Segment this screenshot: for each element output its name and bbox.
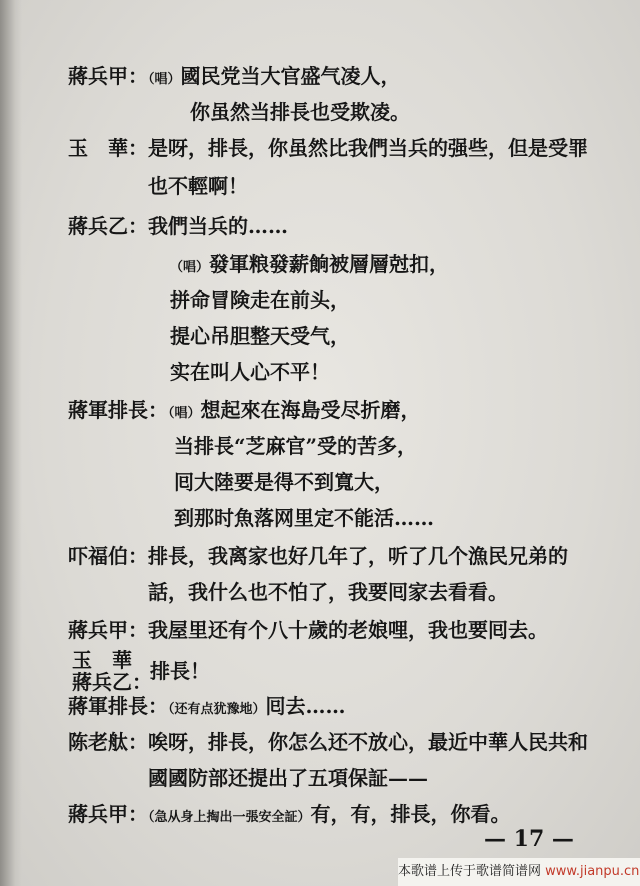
stage-direction: （唱） (148, 72, 181, 87)
speaker-name: 蔣兵甲： (68, 618, 148, 642)
line-text: 我們当兵的…… (148, 214, 288, 238)
dialogue-line (68, 728, 588, 756)
line-text: 我屋里还有个八十歲的老娘哩，我也要囘去。 (148, 618, 548, 642)
page-number: — 17 — (484, 826, 574, 852)
line-text: 提心吊胆整天受气， (170, 324, 350, 348)
dialogue-line (68, 692, 346, 724)
dialogue-line (68, 396, 421, 428)
speaker-name: 蔣兵乙： (72, 670, 152, 694)
speaker-name: 玉 華： (68, 136, 148, 160)
line-text: 拼命冒険走在前头， (170, 288, 350, 312)
speaker-name: 蔣軍排長： (68, 398, 168, 422)
dialogue-line (170, 250, 449, 282)
dialogue-line (148, 172, 248, 200)
line-text: 当排長“芝麻官”受的苦多， (174, 434, 418, 458)
speaker-name: 蔣兵甲： (68, 64, 148, 88)
stage-direction: （还有点犹豫地） (168, 702, 266, 717)
line-text: 唉呀，排長，你怎么还不放心，最近中華人民共和 (148, 730, 588, 754)
stage-direction: （唱） (168, 406, 201, 421)
line-text: 國民党当大官盛气凌人， (180, 64, 401, 88)
speaker-name: 吓福伯： (68, 544, 148, 568)
dialogue-line (148, 764, 428, 792)
stage-direction: （急从身上掏出一張安全証） (148, 810, 311, 825)
speaker-name: 陈老舦： (68, 730, 148, 754)
line-text: 想起來在海島受尽折磨， (200, 398, 421, 422)
line-text: 排長，我离家也好几年了，听了几个漁民兄弟的 (148, 544, 568, 568)
dialogue-line (68, 62, 401, 94)
watermark-text: 本歌谱上传于歌谱简谱网 (398, 864, 546, 879)
speaker-name: 玉 華 (72, 648, 132, 672)
line-text: 囘大陸要是得不到寬大， (174, 470, 394, 494)
dialogue-line (170, 358, 330, 386)
dialogue-line (190, 98, 410, 126)
stage-direction: （唱） (170, 260, 210, 275)
dialogue-line (68, 212, 288, 240)
line-text: 你虽然当排長也受欺凌。 (190, 100, 410, 124)
line-text: 國國防部还提出了五項保証—— (148, 766, 428, 790)
watermark-site: www.jianpu.cn (545, 864, 640, 879)
dialogue-line (68, 616, 548, 644)
line-text: 話，我什么也不怕了，我要囘家去看看。 (148, 580, 508, 604)
line-text: 是呀，排長，你虽然比我們当兵的强些，但是受罪 (148, 136, 588, 160)
dialogue-line (174, 504, 434, 532)
dialogue-line (174, 468, 394, 496)
line-text: 也不輕啊！ (148, 174, 248, 198)
line-text: 实在叫人心不平！ (170, 360, 330, 384)
dialogue-line (68, 542, 568, 570)
watermark-banner (398, 858, 640, 886)
speaker-name: 蔣兵乙： (68, 214, 148, 238)
dialogue-line (170, 286, 350, 314)
dialogue-line (68, 134, 588, 162)
dialogue-line (174, 432, 417, 460)
line-text: 排長！ (150, 659, 210, 683)
dialogue-line (68, 800, 511, 832)
page-edge-shadow (0, 0, 22, 886)
line-text: 囘去…… (265, 694, 346, 718)
speaker-name: 蔣軍排長： (68, 694, 168, 718)
line-text: 到那时魚落网里定不能活…… (174, 506, 434, 530)
dialogue-line (148, 578, 508, 606)
line-text: 有，有，排長，你看。 (310, 802, 511, 826)
line-text: 發軍粮發薪餉被層層尅扣， (209, 252, 450, 276)
speaker-name: 蔣兵甲： (68, 802, 148, 826)
dialogue-line (170, 322, 350, 350)
